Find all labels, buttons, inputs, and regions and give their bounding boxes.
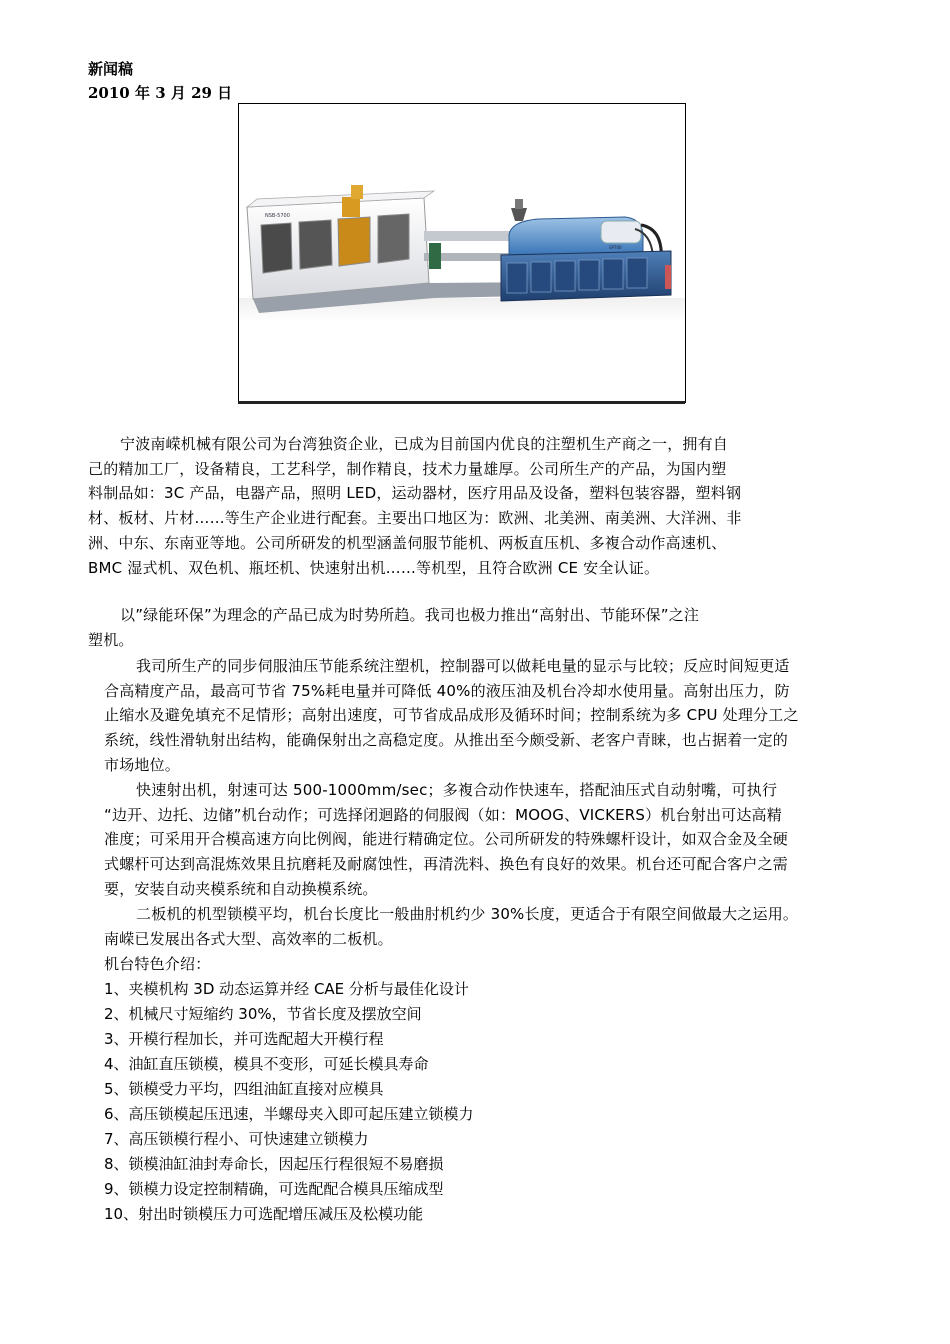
text-line: 塑机。: [88, 630, 134, 649]
document-date: 2010 年 3 月 29 日: [88, 84, 233, 102]
text-line: 要，安装自动夹模系统和自动换模系统。: [104, 879, 378, 898]
machine-photo: [238, 103, 686, 403]
intro-paragraph: [88, 432, 742, 580]
text-line: 快速射出机，射速可达 500-1000mm/sec；多複合动作快速车，搭配油压式自动射嘴，可执行: [136, 781, 778, 799]
text-line: 我司所生产的同步伺服油压节能系统注塑机，控制器可以做耗电量的显示与比较；反应时间短更适: [136, 657, 790, 675]
injection-molding-machine-image: [239, 103, 685, 403]
text-line: 二板机的机型锁模平均，机台长度比一般曲肘机约少 30%长度，更适合于有限空间做最大之运用。: [136, 905, 799, 923]
text-line: 合高精度产品，最高可节省 75%耗电量并可降低 40%的液压油及机台冷却水使用量。高射出压力，防: [104, 681, 790, 700]
text-line: 己的精加工厂，设备精良，工艺科学，制作精良，技术力量雄厚。公司所生产的产品，为国内塑: [88, 459, 727, 478]
text-line: 材、板材、片材……等生产企业进行配套。主要出口地区为：欧洲、北美洲、南美洲、大洋洲、非: [88, 509, 742, 528]
document-title: 新闻稿: [88, 60, 134, 78]
text-line: 市场地位。: [104, 755, 181, 774]
text-line: 止缩水及避免填充不足情形；高射出速度，可节省成品成形及循环时间；控制系统为多 CPU 处理分工之: [104, 706, 799, 725]
text-line: 以”绿能环保”为理念的产品已成为时势所趋。我司也极力推出“高射出、节能环保”之注: [120, 606, 700, 624]
text-line: 洲、中东、东南亚等地。公司所研发的机型涵盖伺服节能机、两板直压机、多複合动作高速机、: [88, 533, 727, 552]
list-item: 8、锁模油缸油封寿命长，因起压行程很短不易磨损: [104, 1155, 444, 1173]
list-item: 3、开模行程加长，并可选配超大开模行程: [104, 1030, 384, 1048]
features-list: [104, 977, 474, 1227]
injection-unit-label: SP700: [609, 245, 622, 250]
text-line: 宁波南嵘机械有限公司为台湾独资企业，已成为目前国内优良的注塑机生产商之一，拥有自: [120, 435, 729, 453]
list-item: 6、高压锁模起压迅速，半螺母夹入即可起压建立锁模力: [104, 1105, 474, 1123]
text-line: BMC 湿式机、双色机、瓶坯机、快速射出机……等机型，且符合欧洲 CE 安全认证。: [88, 558, 660, 577]
text-line: 南嵘已发展出各式大型、高效率的二板机。: [104, 929, 393, 948]
green-paragraph: [88, 603, 699, 652]
list-item: 7、高压锁模行程小、可快速建立锁模力: [104, 1130, 369, 1148]
list-item: 4、油缸直压锁模，模具不变形，可延长模具寿命: [104, 1055, 429, 1073]
list-item: 2、机械尺寸短缩约 30%，节省长度及摆放空间: [104, 1005, 422, 1023]
list-item: 1、夹模机构 3D 动态运算并经 CAE 分析与最佳化设计: [104, 980, 469, 998]
list-item: 10、射出时锁模压力可选配增压减压及松模功能: [104, 1205, 424, 1223]
photo-bottom-border: [238, 401, 685, 404]
features-heading: 机台特色介绍：: [104, 955, 211, 973]
fast-injection-paragraph: [104, 778, 788, 902]
machine-model-label: NSB-5700: [265, 213, 290, 219]
text-line: 系统，线性滑轨射出结构，能确保射出之高稳定度。从推出至今颇受新、老客户青睐，也占据着一定的: [104, 731, 789, 750]
list-item: 5、锁模受力平均，四组油缸直接对应模具: [104, 1080, 384, 1098]
list-item: 9、锁模力设定控制精确，可选配配合模具压缩成型: [104, 1180, 444, 1198]
text-line: 准度；可采用开合模高速方向比例阀，能进行精确定位。公司所研发的特殊螺杆设计，如双合金及全硬: [104, 830, 789, 849]
photo-top-border: [238, 103, 685, 104]
two-platen-paragraph: [104, 902, 798, 951]
text-line: “边开、边托、边储”机台动作；可选择闭迴路的伺服阀（如：MOOG、VICKERS）机台射出可达高精: [104, 805, 782, 824]
text-line: 料制品如：3C 产品，电器产品，照明 LED，运动器材，医疗用品及设备，塑料包装容器，塑料钢: [88, 484, 742, 503]
servo-paragraph: [104, 654, 799, 778]
text-line: 式螺杆可达到高混炼效果且抗磨耗及耐腐蚀性，再清洗料、换色有良好的效果。机台还可配合客户之需: [104, 855, 789, 874]
